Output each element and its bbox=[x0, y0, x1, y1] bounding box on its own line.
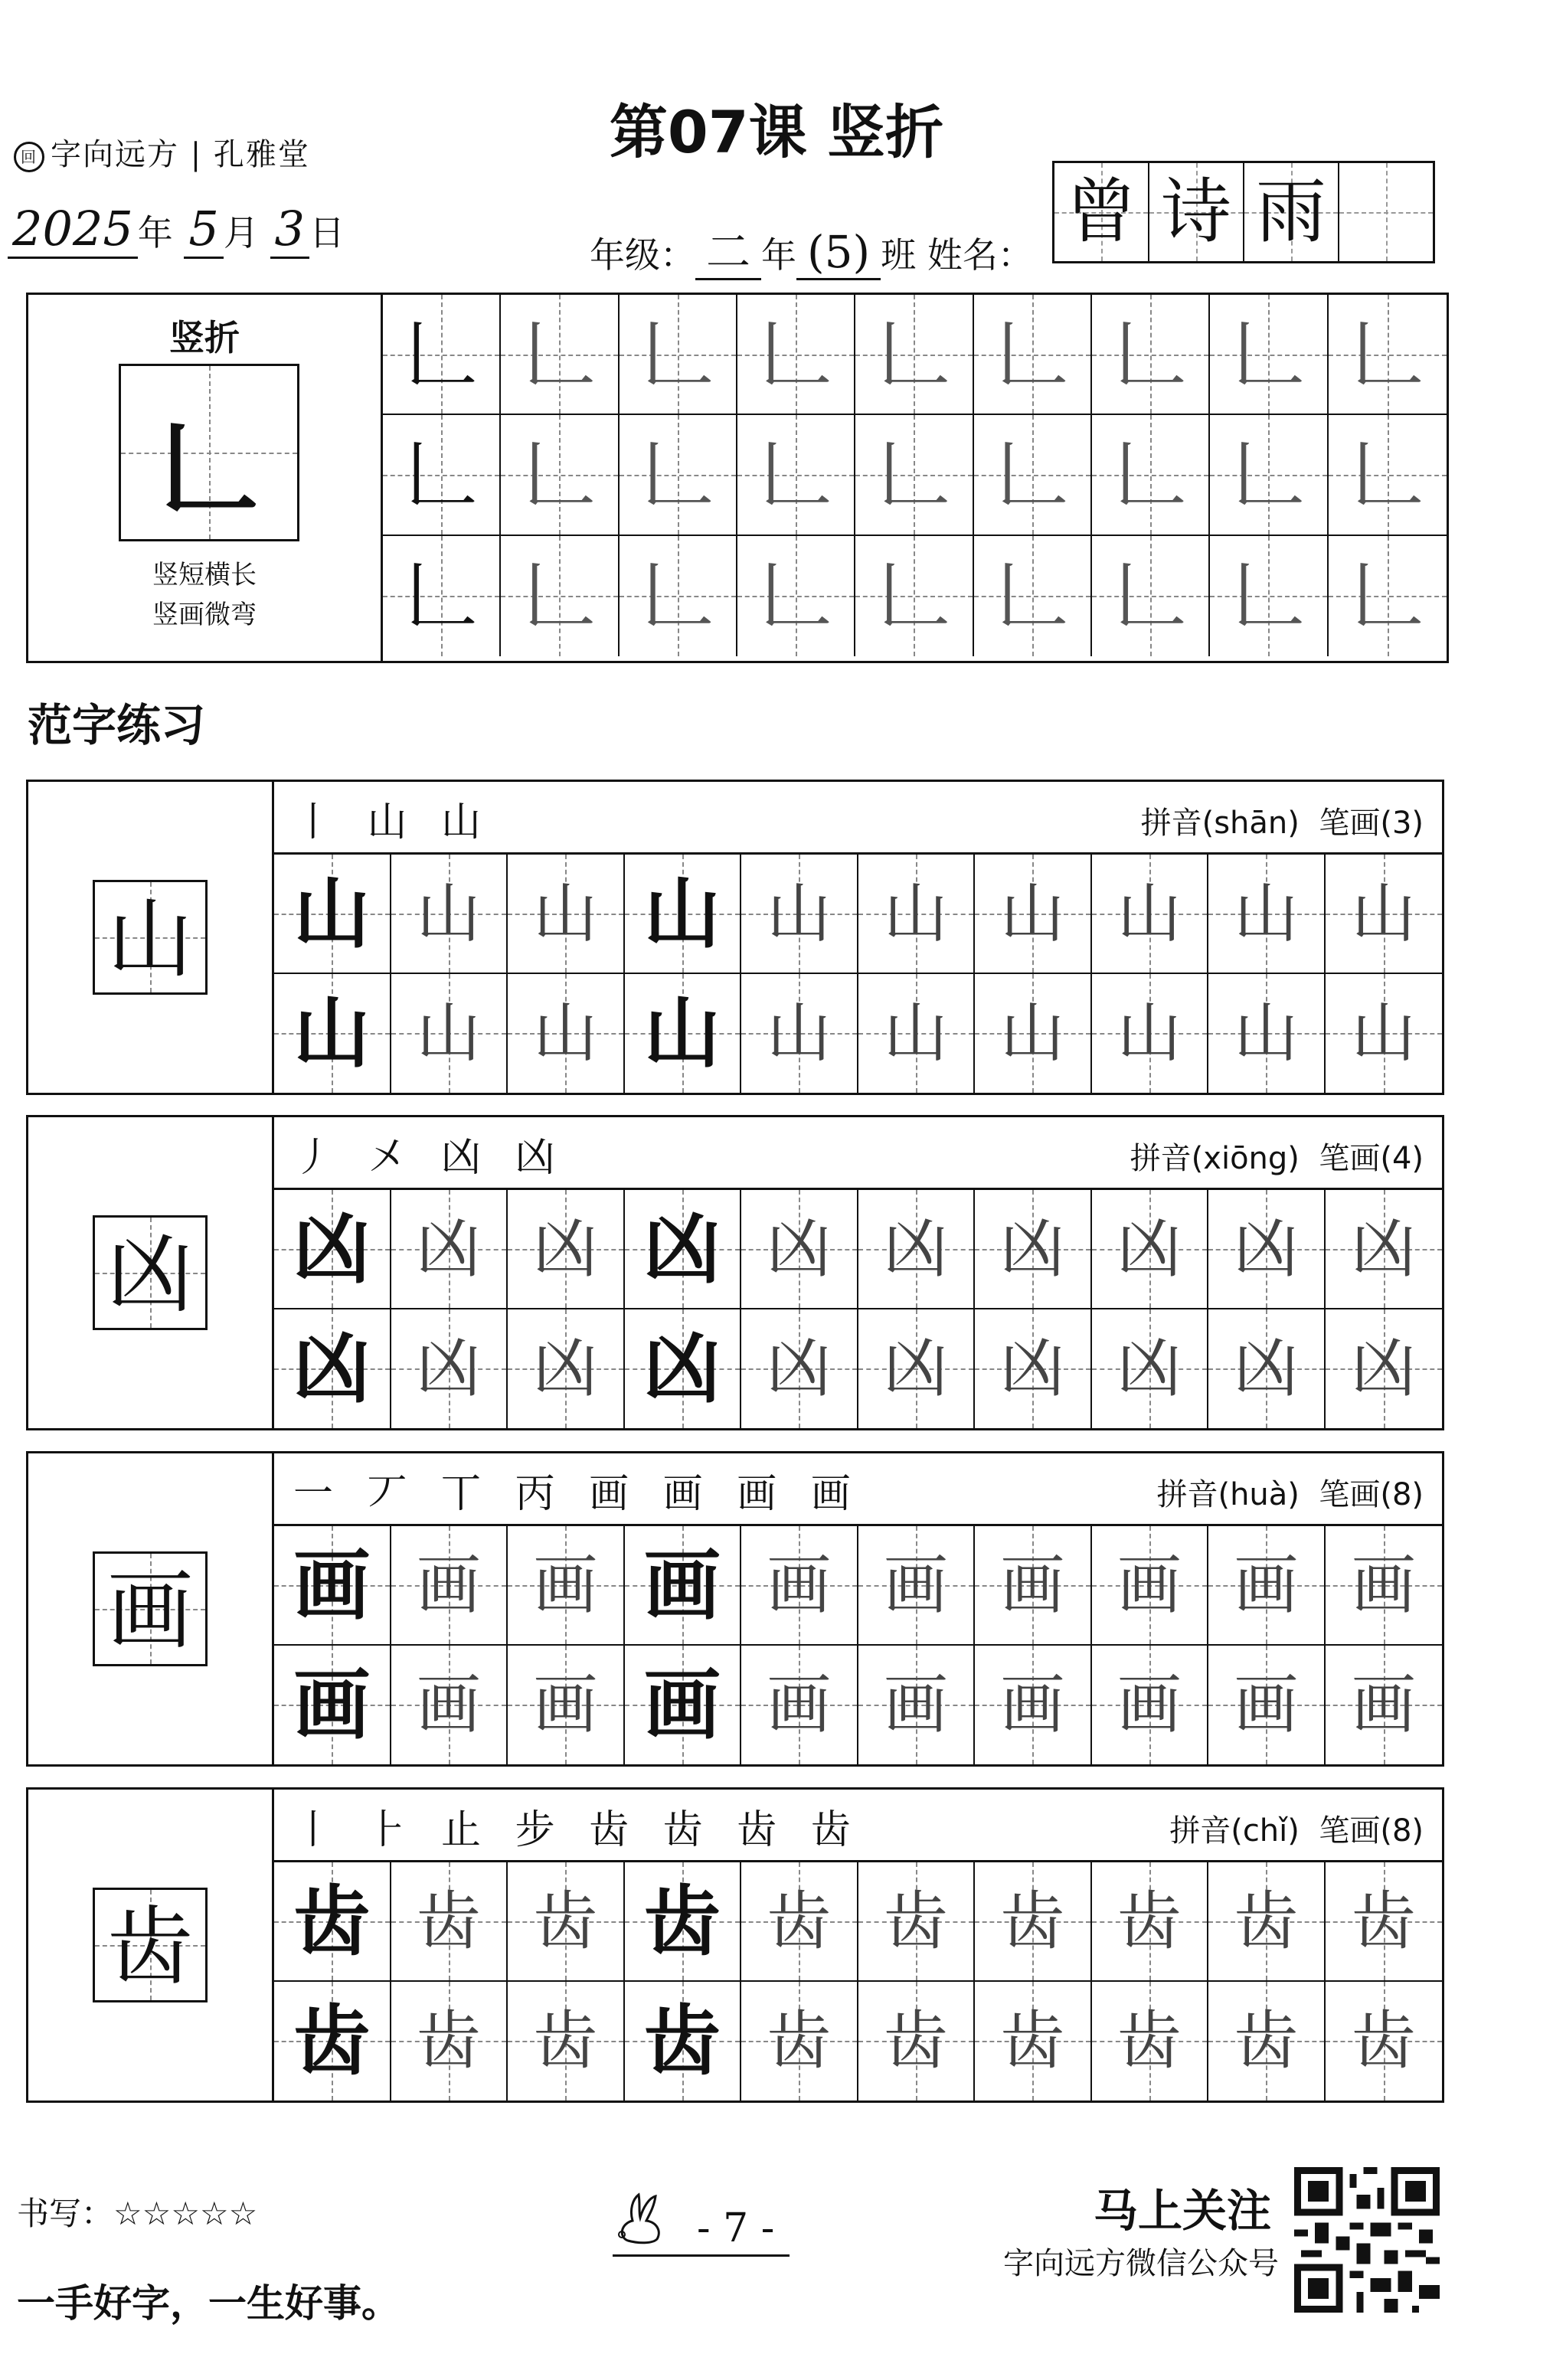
name-label: 姓名： bbox=[927, 234, 1033, 276]
character-practice-cell[interactable]: 凶 bbox=[1326, 1309, 1443, 1429]
character-practice-cell[interactable]: 山 bbox=[625, 855, 742, 974]
character-practice-block bbox=[26, 1451, 1444, 1767]
name-box bbox=[1052, 161, 1435, 263]
character-practice-cell[interactable]: 齿 bbox=[391, 1982, 508, 2101]
character-practice-cell[interactable]: 齿 bbox=[741, 1982, 858, 2101]
character-practice-cell[interactable]: 画 bbox=[741, 1646, 858, 1765]
stroke-practice-cell[interactable]: 𠃊 bbox=[1329, 415, 1447, 535]
character-practice-cell[interactable]: 齿 bbox=[1208, 1862, 1326, 1982]
character-practice-cell[interactable]: 凶 bbox=[975, 1309, 1092, 1429]
class-value: (5) bbox=[796, 226, 881, 280]
sample-character: 齿 bbox=[93, 1888, 208, 2002]
stroke-order-row bbox=[272, 1790, 1442, 1862]
character-practice-cell[interactable]: 凶 bbox=[274, 1309, 391, 1429]
stroke-practice-cell[interactable]: 𠃊 bbox=[974, 415, 1092, 535]
character-practice-cell[interactable]: 凶 bbox=[391, 1190, 508, 1309]
lesson-title: 第07课 竖折 bbox=[609, 98, 944, 166]
character-practice-cell[interactable]: 凶 bbox=[741, 1309, 858, 1429]
character-practice-cell[interactable]: 画 bbox=[508, 1646, 625, 1765]
character-practice-cell[interactable]: 凶 bbox=[508, 1309, 625, 1429]
character-practice-cell[interactable]: 山 bbox=[741, 855, 858, 974]
stroke-count: 8 bbox=[1391, 1477, 1412, 1512]
qr-code-icon[interactable] bbox=[1294, 2167, 1440, 2313]
stroke-practice-cell[interactable]: 𠃊 bbox=[620, 415, 737, 535]
stroke-tip: 竖短横长 bbox=[152, 560, 257, 590]
character-practice-cell[interactable]: 齿 bbox=[858, 1862, 976, 1982]
character-practice-cell[interactable]: 画 bbox=[391, 1646, 508, 1765]
character-practice-cell[interactable]: 齿 bbox=[975, 1982, 1092, 2101]
stroke-name: 竖折 bbox=[169, 317, 240, 358]
character-practice-cell[interactable]: 画 bbox=[274, 1646, 391, 1765]
stroke-count: 4 bbox=[1391, 1141, 1412, 1176]
stroke-practice-cell[interactable]: 𠃊 bbox=[1329, 536, 1447, 656]
character-practice-cell[interactable]: 齿 bbox=[1326, 1862, 1443, 1982]
character-practice-block bbox=[26, 780, 1444, 1095]
date-month: 5 bbox=[184, 201, 223, 259]
character-practice-cell[interactable]: 凶 bbox=[1326, 1190, 1443, 1309]
stroke-practice-cell[interactable]: 𠃊 bbox=[974, 295, 1092, 415]
character-practice-cell[interactable]: 山 bbox=[1092, 974, 1209, 1094]
character-practice-cell[interactable]: 山 bbox=[391, 855, 508, 974]
character-practice-cell[interactable]: 凶 bbox=[391, 1309, 508, 1429]
character-practice-cell[interactable]: 画 bbox=[1326, 1526, 1443, 1646]
stroke-practice-cell[interactable]: 𠃊 bbox=[855, 536, 973, 656]
stroke-demo-box bbox=[119, 364, 299, 541]
wechat-account: 字向远方微信公众号 bbox=[1003, 2246, 1279, 2281]
character-practice-cell[interactable]: 山 bbox=[1092, 855, 1209, 974]
character-practice-cell[interactable]: 凶 bbox=[625, 1309, 742, 1429]
character-practice-cell[interactable]: 齿 bbox=[508, 1862, 625, 1982]
stroke-practice-panel bbox=[26, 293, 1449, 663]
character-practice-cell[interactable]: 齿 bbox=[391, 1862, 508, 1982]
character-practice-grid bbox=[274, 1862, 1442, 2100]
character-practice-grid bbox=[274, 1190, 1442, 1428]
character-practice-cell[interactable]: 山 bbox=[858, 855, 976, 974]
character-practice-cell[interactable]: 齿 bbox=[1208, 1982, 1326, 2101]
sample-column bbox=[28, 1117, 274, 1428]
character-practice-cell[interactable]: 凶 bbox=[1092, 1190, 1209, 1309]
character-practice-cell[interactable]: 凶 bbox=[625, 1190, 742, 1309]
date-line: 2025 年 5 月 3 日 bbox=[8, 201, 345, 257]
stroke-practice-cell[interactable]: 𠃊 bbox=[1210, 295, 1328, 415]
character-practice-cell[interactable]: 齿 bbox=[858, 1982, 976, 2101]
character-practice-cell[interactable]: 画 bbox=[625, 1526, 742, 1646]
character-practice-cell[interactable]: 齿 bbox=[741, 1862, 858, 1982]
rating-stars[interactable]: ☆☆☆☆☆ bbox=[113, 2195, 258, 2232]
character-practice-cell[interactable]: 齿 bbox=[1092, 1982, 1209, 2101]
character-practice-cell[interactable]: 画 bbox=[1208, 1526, 1326, 1646]
motto: 一手好字，一生好事。 bbox=[17, 2281, 400, 2326]
stroke-practice-cell[interactable]: 𠃊 bbox=[737, 536, 855, 656]
character-practice-cell[interactable]: 山 bbox=[741, 974, 858, 1094]
character-practice-cell[interactable]: 山 bbox=[1208, 974, 1326, 1094]
character-practice-cell[interactable]: 画 bbox=[858, 1526, 976, 1646]
stroke-practice-cell[interactable]: 𠃊 bbox=[855, 415, 973, 535]
stroke-practice-cell[interactable]: 𠃊 bbox=[1092, 536, 1210, 656]
stroke-practice-cell[interactable]: 𠃊 bbox=[1210, 536, 1328, 656]
stroke-practice-cell[interactable]: 𠃊 bbox=[383, 415, 501, 535]
character-practice-cell[interactable]: 凶 bbox=[858, 1190, 976, 1309]
sample-column bbox=[28, 1453, 274, 1764]
character-practice-cell[interactable]: 画 bbox=[1208, 1646, 1326, 1765]
character-practice-cell[interactable]: 山 bbox=[625, 974, 742, 1094]
stroke-practice-cell[interactable]: 𠃊 bbox=[501, 295, 619, 415]
character-practice-grid bbox=[274, 855, 1442, 1093]
pinyin: chǐ bbox=[1242, 1813, 1288, 1849]
character-practice-cell[interactable]: 画 bbox=[741, 1526, 858, 1646]
character-practice-cell[interactable]: 凶 bbox=[1208, 1309, 1326, 1429]
brand-text: 字向远方 | 孔雅堂 bbox=[51, 137, 310, 172]
pinyin: huà bbox=[1230, 1477, 1288, 1512]
stroke-order-row bbox=[272, 1117, 1442, 1190]
pinyin: xiōng bbox=[1203, 1141, 1288, 1176]
stroke-practice-cell[interactable]: 𠃊 bbox=[1092, 295, 1210, 415]
character-practice-block bbox=[26, 1787, 1444, 2103]
stroke-practice-cell[interactable]: 𠃊 bbox=[1210, 415, 1328, 535]
character-practice-block bbox=[26, 1115, 1444, 1430]
name-char bbox=[1339, 163, 1433, 261]
character-practice-grid bbox=[274, 1526, 1442, 1764]
stroke-practice-cell[interactable]: 𠃊 bbox=[501, 415, 619, 535]
character-practice-cell[interactable]: 画 bbox=[1092, 1526, 1209, 1646]
character-practice-cell[interactable]: 山 bbox=[508, 974, 625, 1094]
character-practice-cell[interactable]: 齿 bbox=[1326, 1982, 1443, 2101]
sample-character: 画 bbox=[93, 1551, 208, 1666]
stroke-practice-cell[interactable]: 𠃊 bbox=[620, 536, 737, 656]
date-year: 2025 bbox=[8, 201, 138, 259]
character-practice-cell[interactable]: 凶 bbox=[1092, 1309, 1209, 1429]
stroke-practice-cell[interactable]: 𠃊 bbox=[1092, 415, 1210, 535]
name-char: 雨 bbox=[1244, 163, 1339, 261]
stroke-practice-grid bbox=[383, 295, 1447, 656]
stroke-order-sequence: 丿 㐅 凶 凶 bbox=[293, 1135, 566, 1181]
stroke-practice-cell[interactable]: 𠃊 bbox=[620, 295, 737, 415]
stroke-practice-cell[interactable]: 𠃊 bbox=[501, 536, 619, 656]
character-practice-cell[interactable]: 画 bbox=[391, 1526, 508, 1646]
character-practice-cell[interactable]: 画 bbox=[1092, 1646, 1209, 1765]
character-practice-cell[interactable]: 山 bbox=[274, 974, 391, 1094]
character-practice-cell[interactable]: 画 bbox=[858, 1646, 976, 1765]
character-practice-cell[interactable]: 凶 bbox=[274, 1190, 391, 1309]
date-day: 3 bbox=[270, 201, 309, 259]
stroke-practice-cell[interactable]: 𠃊 bbox=[383, 295, 501, 415]
stroke-order-sequence: 一 丆 丅 丙 画 画 画 画 bbox=[293, 1471, 862, 1517]
pinyin: shān bbox=[1214, 806, 1288, 841]
stroke-order-row bbox=[272, 1453, 1442, 1526]
character-practice-cell[interactable]: 凶 bbox=[975, 1190, 1092, 1309]
character-practice-cell[interactable]: 凶 bbox=[858, 1309, 976, 1429]
character-practice-cell[interactable]: 齿 bbox=[1092, 1862, 1209, 1982]
character-practice-cell[interactable]: 齿 bbox=[625, 1982, 742, 2101]
name-char: 曾 bbox=[1054, 163, 1149, 261]
character-practice-cell[interactable]: 画 bbox=[975, 1646, 1092, 1765]
character-practice-cell[interactable]: 画 bbox=[508, 1526, 625, 1646]
stroke-practice-cell[interactable]: 𠃊 bbox=[855, 295, 973, 415]
page-number: - 7 - bbox=[613, 2205, 790, 2257]
stroke-demo-glyph: 𠃊 bbox=[159, 410, 259, 527]
character-practice-cell[interactable]: 山 bbox=[391, 974, 508, 1094]
name-char: 诗 bbox=[1149, 163, 1244, 261]
stroke-practice-cell[interactable]: 𠃊 bbox=[1329, 295, 1447, 415]
character-practice-cell[interactable]: 齿 bbox=[975, 1862, 1092, 1982]
stroke-practice-cell[interactable]: 𠃊 bbox=[737, 295, 855, 415]
stroke-order-row bbox=[272, 782, 1442, 855]
character-practice-cell[interactable]: 山 bbox=[1208, 855, 1326, 974]
character-practice-cell[interactable]: 凶 bbox=[508, 1190, 625, 1309]
pinyin-strokes-info: 拼音(huà) 笔画(8) bbox=[1156, 1477, 1424, 1512]
stroke-order-sequence: 丨 ⺊ 止 步 齿 齿 齿 齿 bbox=[293, 1807, 862, 1853]
stroke-guide bbox=[28, 295, 383, 661]
stroke-practice-cell[interactable]: 𠃊 bbox=[737, 415, 855, 535]
grade-line: 年级： 二 年 (5) 班 姓名： bbox=[590, 216, 1033, 280]
character-practice-cell[interactable]: 画 bbox=[975, 1526, 1092, 1646]
character-practice-cell[interactable]: 山 bbox=[1326, 855, 1443, 974]
follow-text: 马上关注 bbox=[1093, 2185, 1271, 2237]
character-practice-cell[interactable]: 山 bbox=[975, 855, 1092, 974]
character-practice-cell[interactable]: 齿 bbox=[625, 1862, 742, 1982]
stroke-count: 3 bbox=[1391, 806, 1412, 841]
stroke-practice-cell[interactable]: 𠃊 bbox=[974, 536, 1092, 656]
sample-character: 山 bbox=[93, 880, 208, 995]
writing-rating: 书写：☆☆☆☆☆ bbox=[17, 2195, 258, 2232]
character-practice-cell[interactable]: 山 bbox=[508, 855, 625, 974]
character-practice-cell[interactable]: 画 bbox=[1326, 1646, 1443, 1765]
section-title: 范字练习 bbox=[28, 699, 206, 751]
sample-column bbox=[28, 782, 274, 1093]
character-practice-cell[interactable]: 画 bbox=[625, 1646, 742, 1765]
character-practice-cell[interactable]: 山 bbox=[274, 855, 391, 974]
character-practice-cell[interactable]: 齿 bbox=[274, 1862, 391, 1982]
sample-column bbox=[28, 1790, 274, 2100]
character-practice-cell[interactable]: 山 bbox=[1326, 974, 1443, 1094]
grade-value: 二 bbox=[695, 226, 761, 280]
stroke-practice-cell[interactable]: 𠃊 bbox=[383, 536, 501, 656]
character-practice-cell[interactable]: 画 bbox=[274, 1526, 391, 1646]
sample-character: 凶 bbox=[93, 1215, 208, 1330]
stroke-tip: 竖画微弯 bbox=[152, 600, 257, 630]
brand-seal-icon: 回 bbox=[14, 142, 44, 172]
pinyin-strokes-info: 拼音(chǐ) 笔画(8) bbox=[1169, 1813, 1424, 1849]
character-practice-cell[interactable]: 山 bbox=[858, 974, 976, 1094]
character-practice-cell[interactable]: 凶 bbox=[741, 1190, 858, 1309]
character-practice-cell[interactable]: 齿 bbox=[274, 1982, 391, 2101]
character-practice-cell[interactable]: 齿 bbox=[508, 1982, 625, 2101]
stroke-count: 8 bbox=[1391, 1813, 1412, 1849]
stroke-order-sequence: 丨 山 山 bbox=[293, 799, 492, 845]
pinyin-strokes-info: 拼音(shān) 笔画(3) bbox=[1140, 806, 1424, 841]
character-practice-cell[interactable]: 山 bbox=[975, 974, 1092, 1094]
character-practice-cell[interactable]: 凶 bbox=[1208, 1190, 1326, 1309]
pinyin-strokes-info: 拼音(xiōng) 笔画(4) bbox=[1130, 1141, 1424, 1176]
